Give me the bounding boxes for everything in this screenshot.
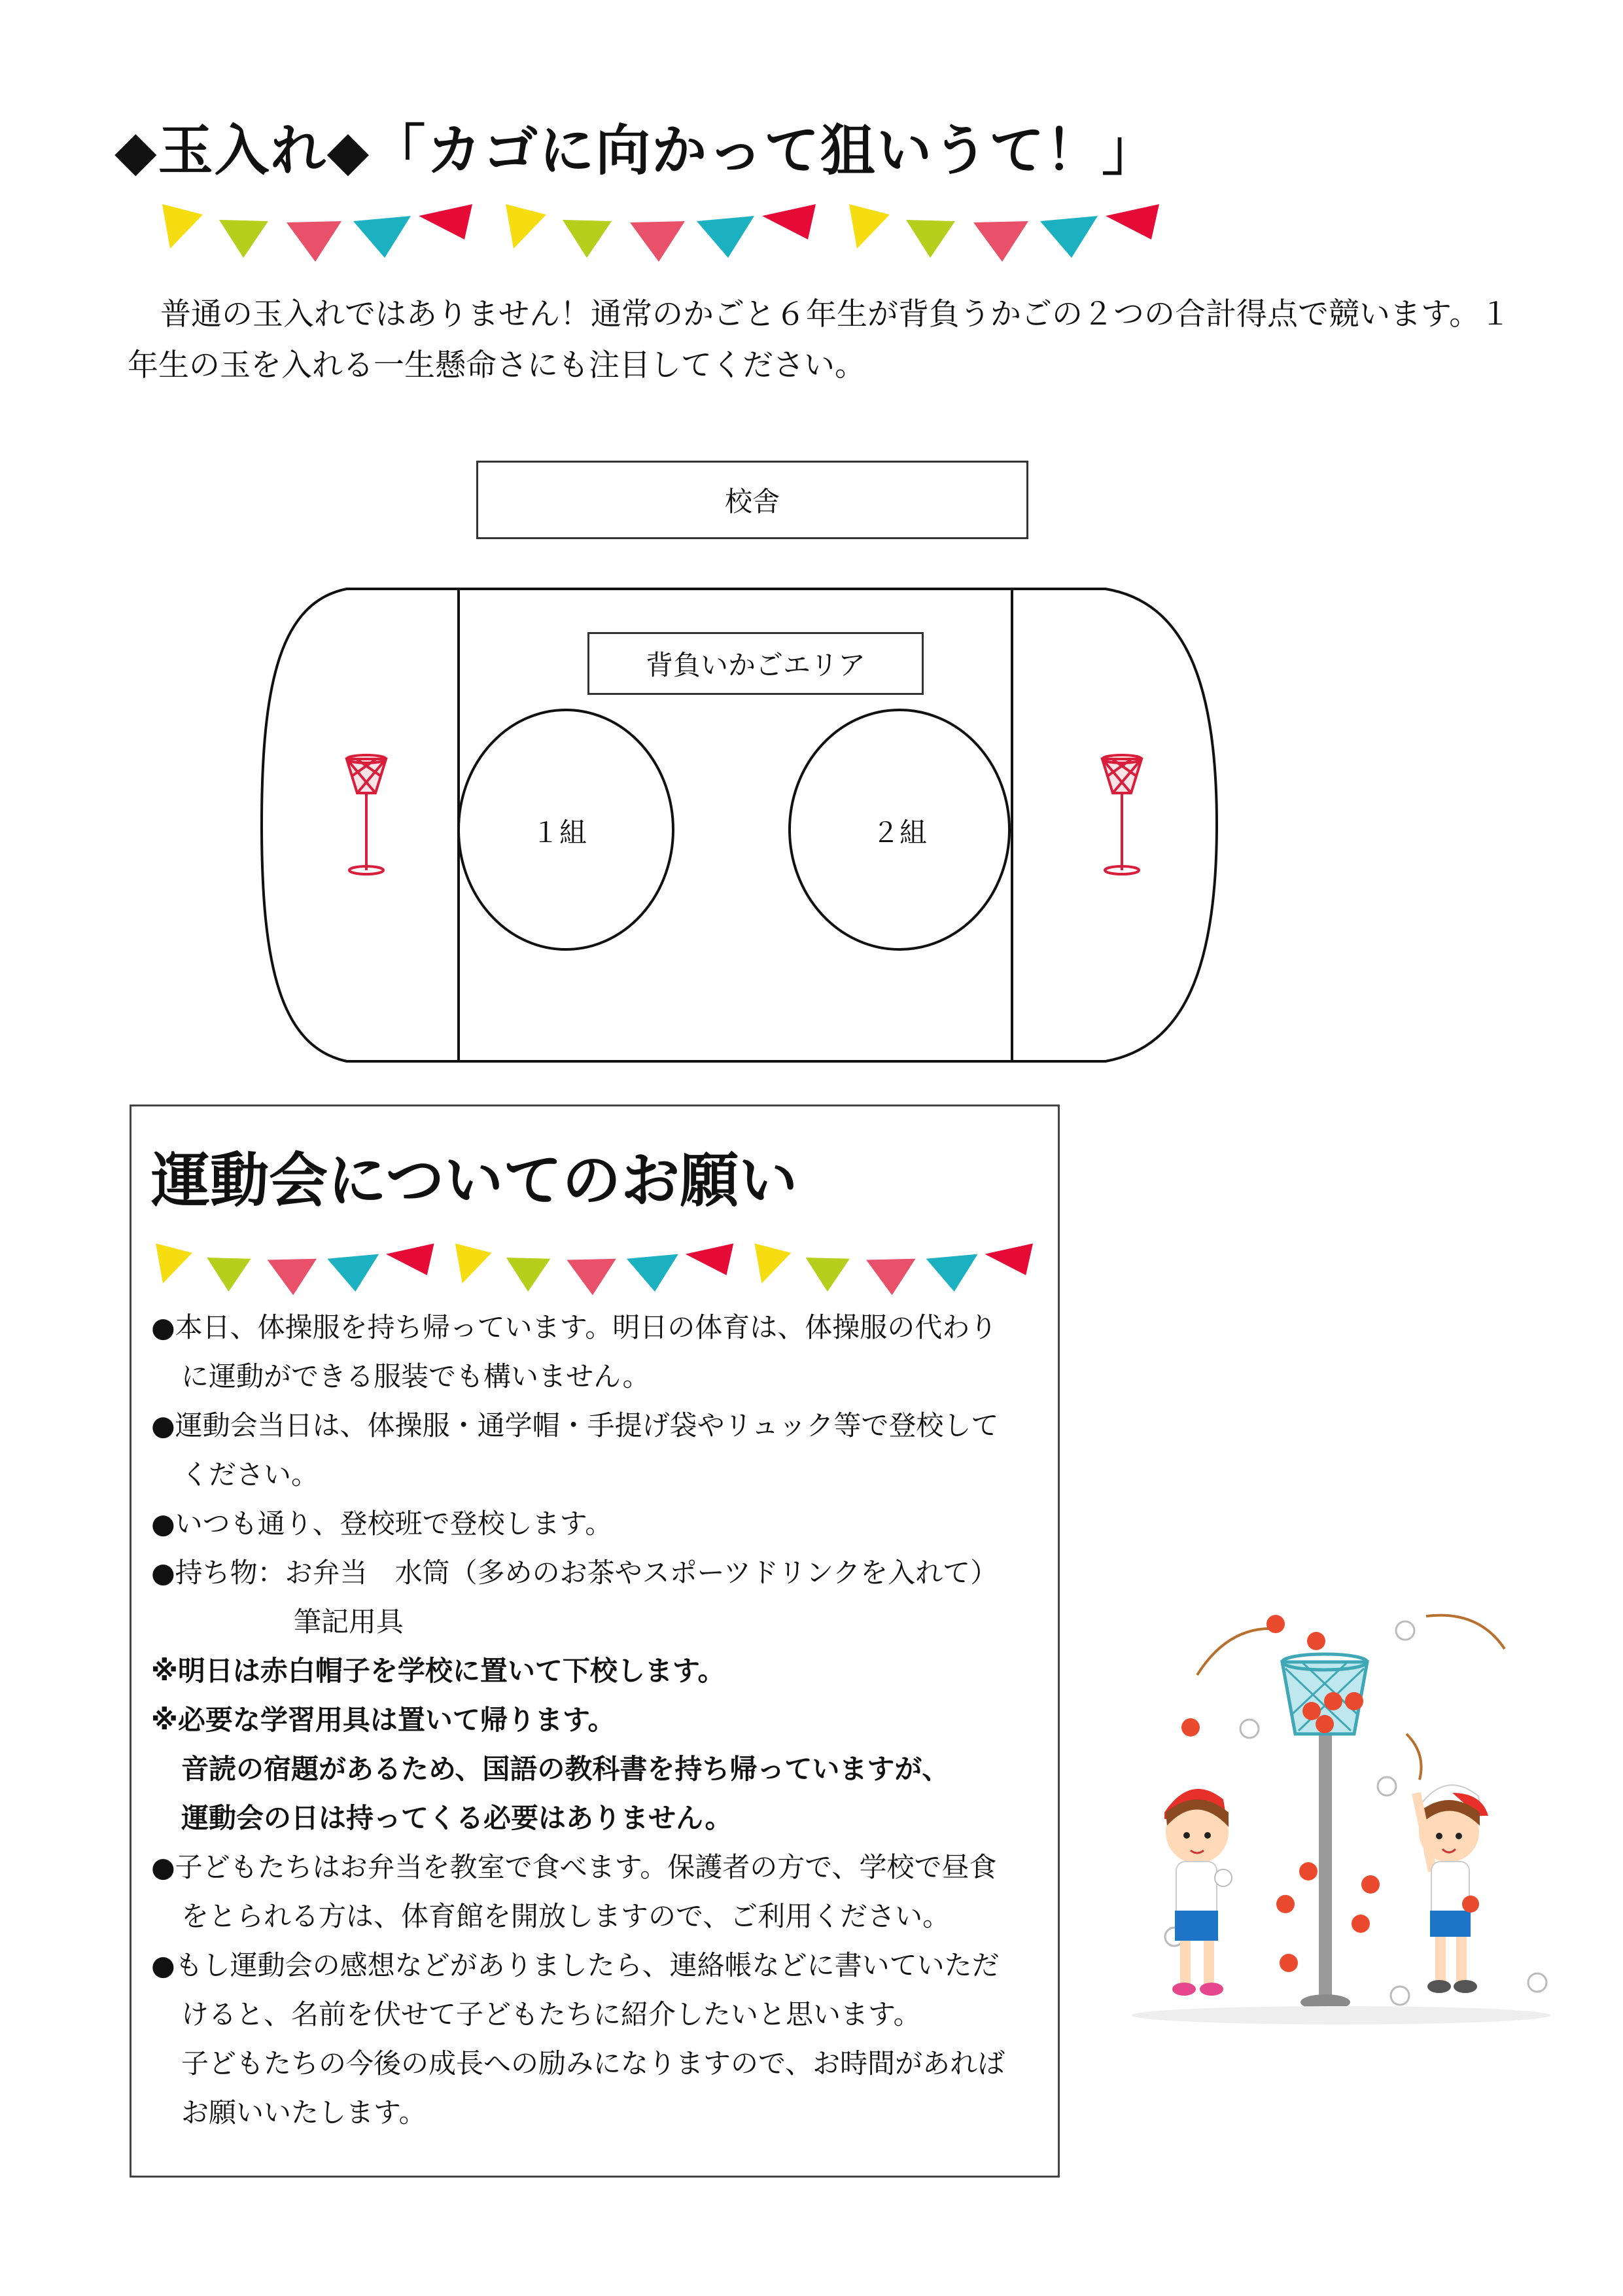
notice-item: ●運動会当日は、体操服・通学帽・手提げ袋やリュック等で登校して [151,1409,999,1441]
page-title: ◆玉入れ◆「カゴに向かって狙いうて！」 [114,118,1159,183]
team1-label: １組 [531,817,587,849]
notice-item: けると、名前を伏せて子どもたちに紹介したいと思います。 [181,1998,921,2030]
notice-item: お願いいたします。 [181,2096,427,2128]
notice-item-bold: ※明日は赤白帽子を学校に置いて下校します。 [151,1655,725,1687]
notice-item: ●持ち物：お弁当 水筒（多めのお茶やスポーツドリンクを入れて） [151,1557,998,1589]
notice-item: に運動ができる服装でも構いません。 [181,1360,650,1392]
tamaire-illustration [1112,1597,1570,2068]
notice-item-bold: 運動会の日は持ってくる必要はありません。 [181,1802,733,1834]
area-label: 背負いかごエリア [587,632,924,695]
bunting-flags-notice [151,1236,1067,1301]
building-label: 校舎 [476,461,1028,539]
bunting-flags [157,196,1178,275]
notice-item-bold: ※必要な学習用具は置いて帰ります。 [151,1704,616,1736]
notice-list [151,1303,1054,2137]
notice-item: 筆記用具 [294,1606,404,1638]
notice-item: ●もし運動会の感想などがありましたら、連絡帳などに書いていただ [151,1949,1000,1981]
notice-item: ●本日、体操服を持ち帰っています。明日の体育は、体操服の代わり [151,1311,998,1343]
boy-figure [1416,1785,1488,1993]
notice-item-bold: 音読の宿題があるため、国語の教科書を持ち帰っていますが、 [181,1753,950,1785]
notice-title: 運動会についてのお願い [151,1146,798,1215]
notice-item: ●いつも通り、登校班で登校します。 [151,1508,613,1540]
notice-item: ●子どもたちはお弁当を教室で食べます。保護者の方で、学校で昼食 [151,1851,997,1883]
girl-figure [1164,1789,1232,1996]
notice-box [130,1104,1060,2178]
intro-paragraph: 普通の玉入れではありません！通常のかごと６年生が背負うかごの２つの合計得点で競います。１年生の玉を入れる一生懸命さにも注目してください。 [128,296,1511,383]
notice-item: ください。 [181,1458,319,1491]
notice-item: 子どもたちの今後の成長への励みになりますので、お時間があれば [181,2047,1005,2079]
team2-label: ２組 [871,817,927,849]
notice-item: をとられる方は、体育館を開放しますので、ご利用ください。 [181,1900,951,1932]
